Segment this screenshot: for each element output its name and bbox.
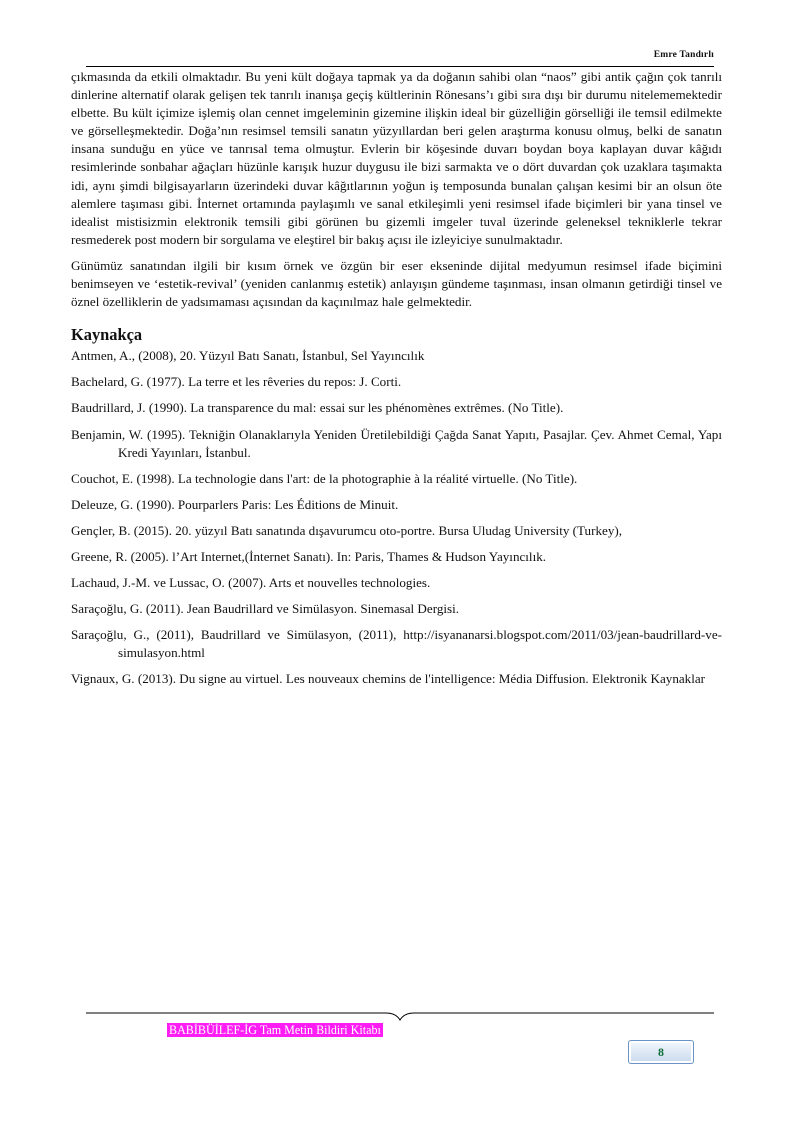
reference-item: Bachelard, G. (1977). La terre et les rêveries du repos: J. Corti. bbox=[71, 374, 402, 390]
reference-item: Benjamin, W. (1995). Tekniğin Olanaklarıyla Yeniden Üretilebildiği Çağda Sanat Yapıtı, Pasajlar. Çev. Ahmet Cemal, Yapı Kredi Yayınları, İstanbul. bbox=[71, 426, 722, 460]
body-paragraph: çıkmasında da etkili olmaktadır. Bu yeni kült doğaya tapmak ya da doğanın sahibi olan “naos” gibi antik çağın çok tanrılı dinlerine alternatif olarak gelişen tek tanrılı inanışa geçiş kültlerinin Rönesans’ı gibi sıra dışı bir durumu nitelememektedir elbette. Bu kült içimize işlemiş olan cennet imgeleminin gizemine ilişkin ideal bir güzelliğin görselliği ile temsil edilmekte ve görselleşmektedir. Doğa’nın resimsel temsili sanatın yüzyıllardan beri gelen araştırma konusu olmuş, belki de sanatın insana sunduğu en yüce ve tanrısal tema olmuştur. Evlerin bir köşesinde duvarı boydan boya kaplayan duvar kâğıdı resimlerinde sonbahar ağaçları hüzünle karışık huzur duygusu ile bizi sarmakta ve o dört duvardan çok uzaklara taşımakta idi, aynı şimdi bilgisayarların üzerindeki duvar kâğıtlarının yoğun iş temposunda bunalan çalışan kesimi bir an olsun öte alemlere taşıması gibi. İnternet ortamında paylaşımlı ve sanal etkileşimli yeni resimsel ifade biçimleri bir yana tinsel ve idealist mistisizmin elektronik temsili gibi görünen bu gizemli imgeler tuval üzerinde geleneksel tekniklerle tekrar resmederek post modern bir sorgulama ve eleştirel bir bakış açısı ile izleyiciye sunulmaktadır. bbox=[71, 69, 722, 247]
references-list bbox=[71, 347, 722, 688]
page-number: 8 bbox=[658, 1044, 664, 1059]
reference-item: Lachaud, J.-M. ve Lussac, O. (2007). Arts et nouvelles technologies. bbox=[71, 575, 431, 591]
reference-item: Antmen, A., (2008), 20. Yüzyıl Batı Sanatı, İstanbul, Sel Yayıncılık bbox=[71, 348, 425, 364]
reference-item: Greene, R. (2005). l’Art Internet,(İnternet Sanatı). In: Paris, Thames & Hudson Yayıncılık. bbox=[71, 548, 547, 564]
reference-item: Saraçoğlu, G., (2011), Baudrillard ve Simülasyon, (2011), http://isyananarsi.blogspot.com/2011/03/jean-baudrillard-ve-simulasyon.html bbox=[71, 627, 722, 661]
page-content bbox=[71, 68, 722, 689]
reference-item: Deleuze, G. (1990). Pourparlers Paris: Les Éditions de Minuit. bbox=[71, 496, 399, 512]
header-divider bbox=[86, 66, 714, 67]
reference-item: Baudrillard, J. (1990). La transparence du mal: essai sur les phénomènes extrêmes. (No Title). bbox=[71, 400, 564, 416]
page-number-badge bbox=[628, 1040, 694, 1064]
body-paragraph: Günümüz sanatından ilgili bir kısım örnek ve özgün bir eser ekseninde dijital medyumun resimsel ifade biçimini benimseyen ve ‘estetik-revival’ (yeniden canlanmış estetik) anlayışın gündeme taşınması, insan olmanın getirdiği tinsel ve öznel özelliklerin de yadsımaması açısından da kaçınılmaz hale gelmektedir. bbox=[71, 257, 722, 310]
running-header-author: Emre Tandırlı bbox=[653, 50, 714, 60]
references-heading: Kaynakça bbox=[71, 325, 143, 345]
reference-item: Couchot, E. (1998). La technologie dans l'art: de la photographie à la réalité virtuelle. (No Title). bbox=[71, 470, 578, 486]
reference-item: Vignaux, G. (2013). Du signe au virtuel. Les nouveaux chemins de l'intelligence: Média Diffusion. Elektronik Kaynaklar bbox=[71, 671, 706, 687]
reference-item: Gençler, B. (2015). 20. yüzyıl Batı sanatında dışavurumcu oto-portre. Bursa Uludag University (Turkey), bbox=[71, 522, 622, 538]
footer-book-title: BABİBÜİLEF-İG Tam Metin Bildiri Kitabı bbox=[169, 1023, 381, 1037]
reference-item: Saraçoğlu, G. (2011). Jean Baudrillard ve Simülasyon. Sinemasal Dergisi. bbox=[71, 601, 460, 617]
